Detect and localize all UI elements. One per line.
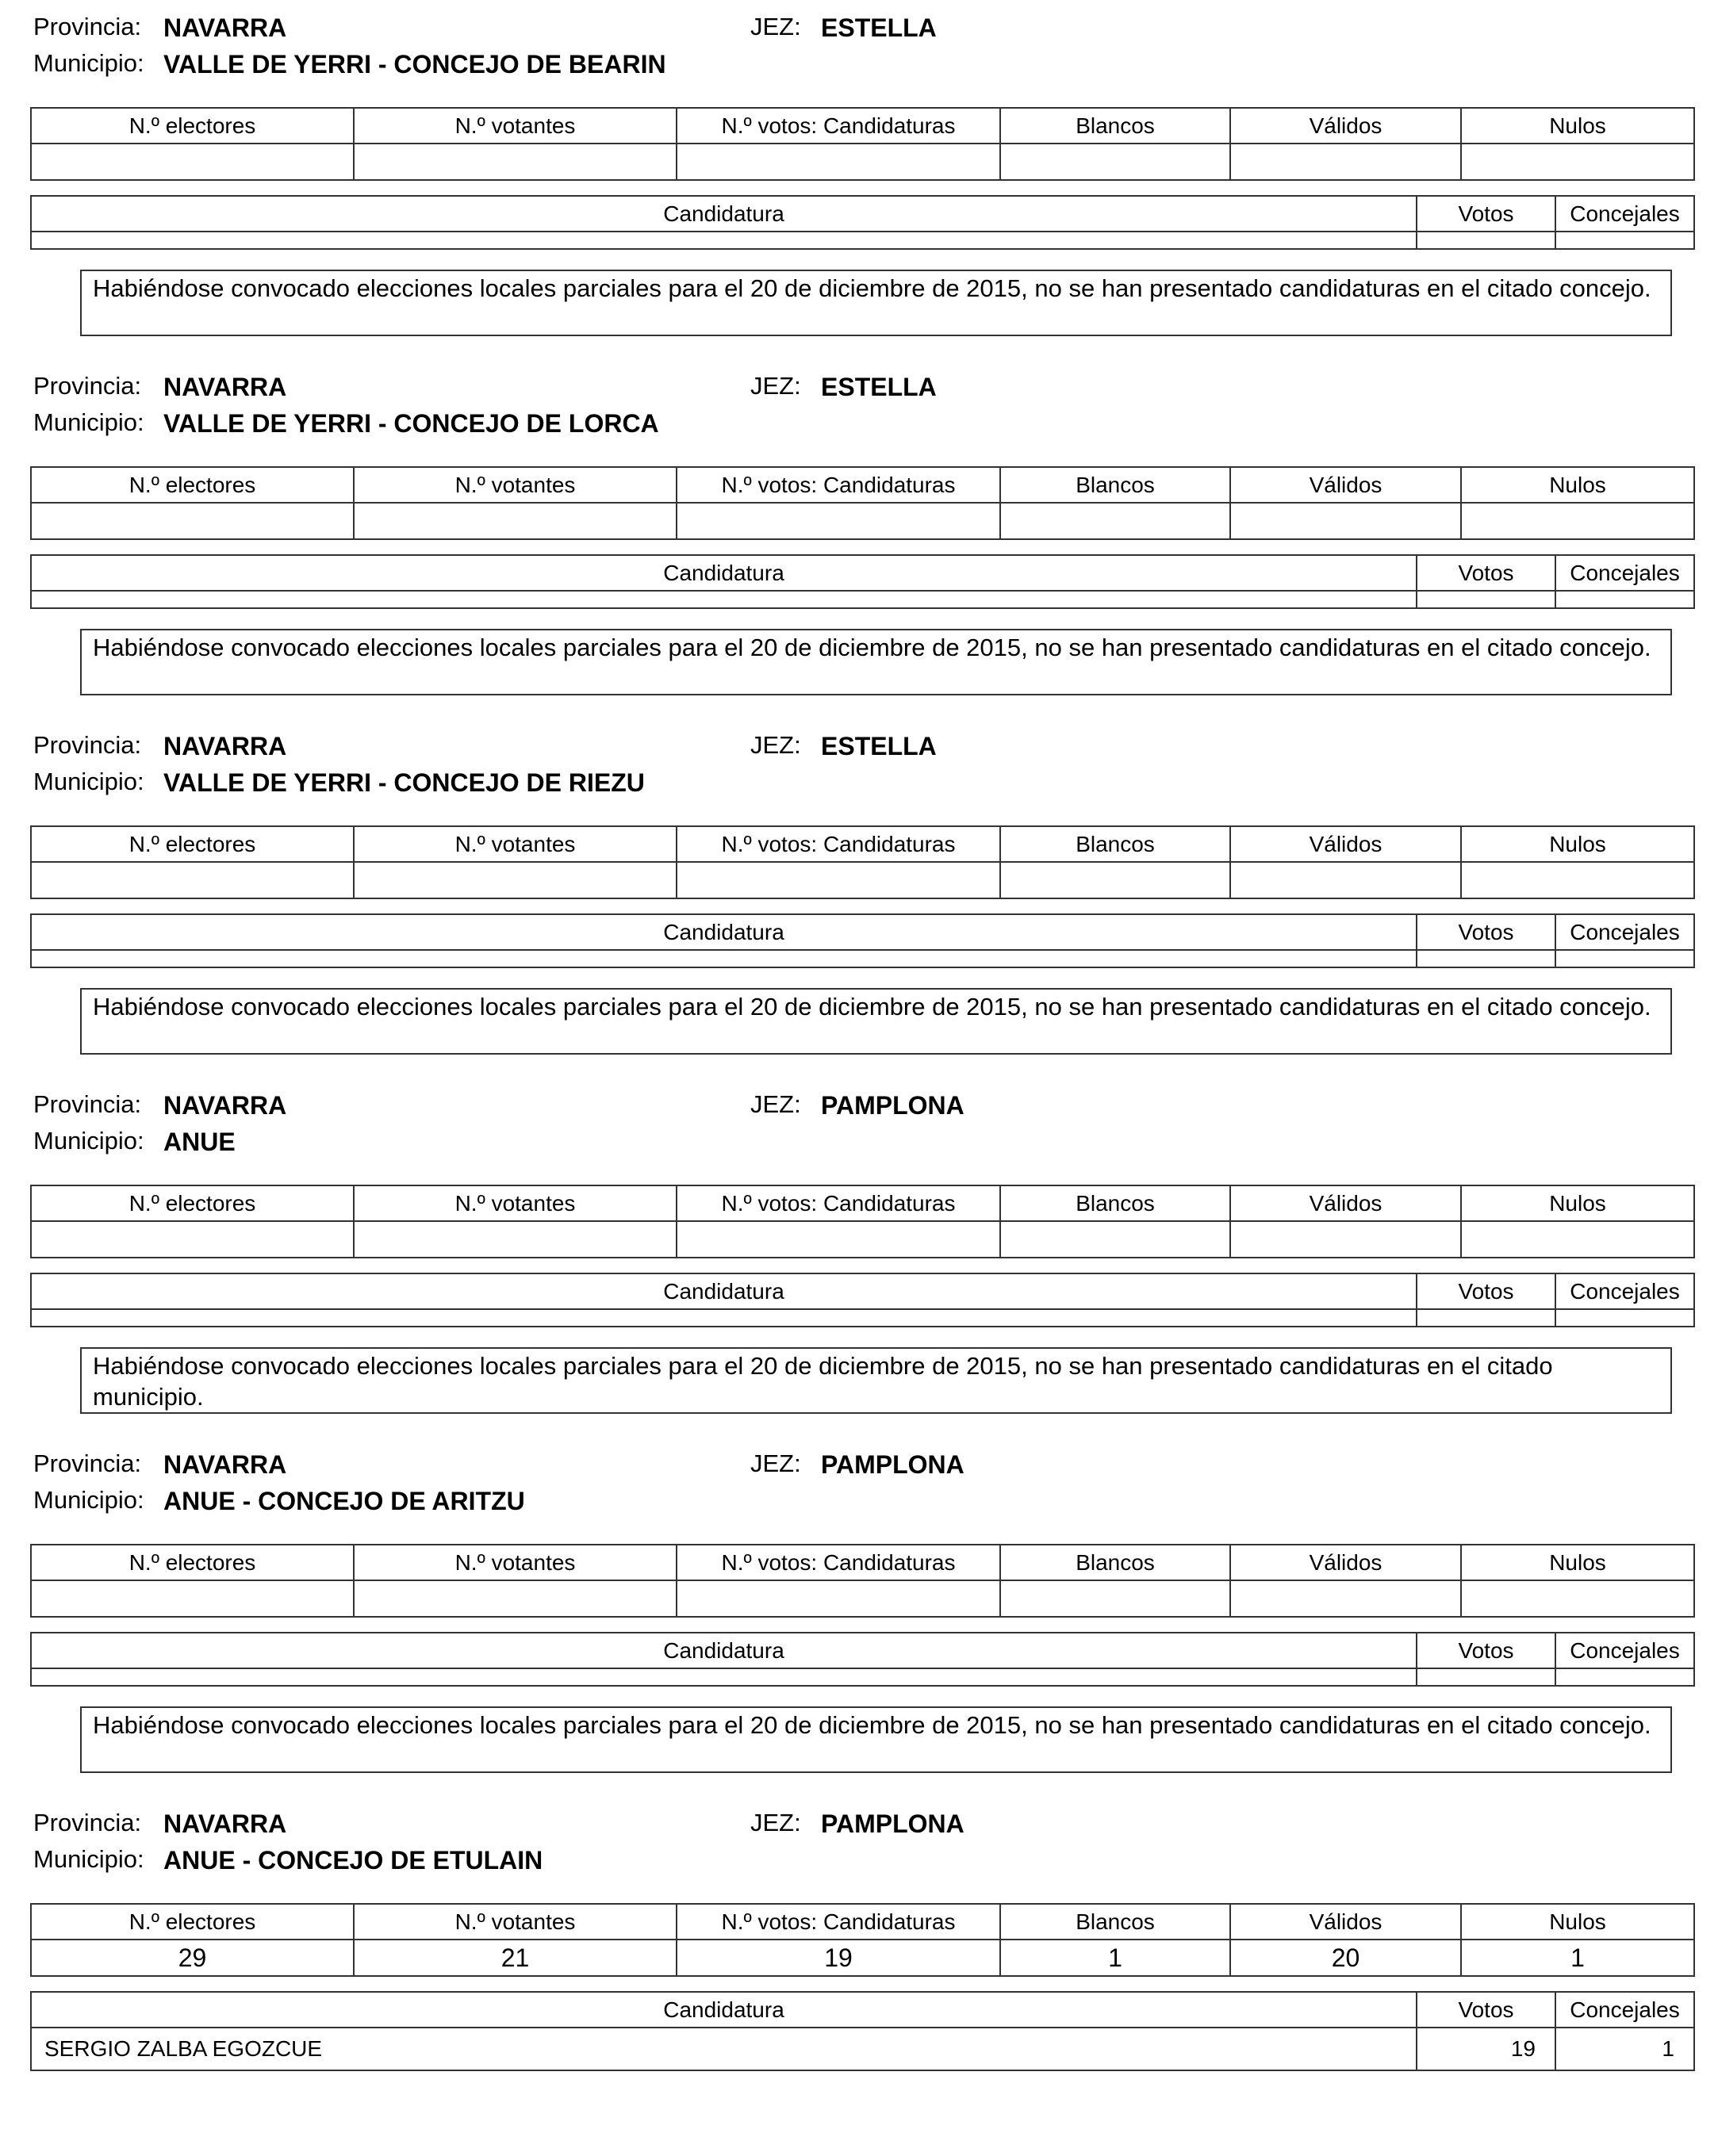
concejales-header: Concejales xyxy=(1555,555,1694,591)
empty-cell xyxy=(1555,950,1694,967)
empty-cell xyxy=(1417,1668,1555,1686)
col-blancos-header: Blancos xyxy=(1000,467,1230,503)
empty-cell xyxy=(1555,232,1694,249)
col-nulos-header: Nulos xyxy=(1461,467,1694,503)
col-votos-candidaturas-header: N.º votos: Candidaturas xyxy=(677,1904,1000,1940)
stats-header-row xyxy=(31,1904,1694,1940)
municipality-block xyxy=(0,359,1718,719)
jez-value: PAMPLONA xyxy=(821,1450,964,1479)
candidates-table xyxy=(30,195,1695,250)
provincia-value: NAVARRA xyxy=(163,1450,287,1479)
empty-cell xyxy=(1417,1309,1555,1327)
notice-box: Habiéndose convocado elecciones locales parciales para el 20 de diciembre de 2015, no se han presentado candidaturas en el citado concejo. xyxy=(80,270,1672,336)
votos-header: Votos xyxy=(1417,555,1555,591)
blancos-value xyxy=(1000,144,1230,180)
col-blancos-header: Blancos xyxy=(1000,1185,1230,1221)
candidates-table xyxy=(30,1991,1695,2071)
blancos-value xyxy=(1000,1221,1230,1258)
municipio-value: VALLE DE YERRI - CONCEJO DE BEARIN xyxy=(163,50,666,79)
notice-box: Habiéndose convocado elecciones locales parciales para el 20 de diciembre de 2015, no se han presentado candidaturas en el citado concejo. xyxy=(80,629,1672,695)
votos-candidaturas-value xyxy=(677,503,1000,539)
provincia-value: NAVARRA xyxy=(163,1809,287,1838)
col-nulos-header: Nulos xyxy=(1461,1904,1694,1940)
stats-table xyxy=(30,1903,1695,1977)
jez-label: JEZ: xyxy=(750,731,801,759)
col-nulos-header: Nulos xyxy=(1461,826,1694,862)
col-blancos-header: Blancos xyxy=(1000,1904,1230,1940)
votantes-value xyxy=(354,503,677,539)
notice-box: Habiéndose convocado elecciones locales parciales para el 20 de diciembre de 2015, no se han presentado candidaturas en el citado concejo. xyxy=(80,988,1672,1055)
municipio-label: Municipio: xyxy=(33,49,144,77)
jez-label: JEZ: xyxy=(750,1809,801,1836)
candidate-name: SERGIO ZALBA EGOZCUE xyxy=(31,2028,1417,2070)
blancos-value xyxy=(1000,1580,1230,1617)
electores-value xyxy=(31,1580,354,1617)
candidates-empty-row xyxy=(31,950,1694,967)
candidates-header-row xyxy=(31,1273,1694,1309)
validos-value xyxy=(1230,144,1461,180)
municipio-value: ANUE xyxy=(163,1128,236,1156)
concejales-header: Concejales xyxy=(1555,1992,1694,2028)
empty-cell xyxy=(1555,1309,1694,1327)
empty-cell xyxy=(1417,591,1555,608)
municipio-label: Municipio: xyxy=(33,1127,144,1155)
empty-cell xyxy=(1417,950,1555,967)
col-validos-header: Válidos xyxy=(1230,826,1461,862)
jez-label: JEZ: xyxy=(750,1449,801,1477)
stats-values-row xyxy=(31,1580,1694,1617)
col-blancos-header: Blancos xyxy=(1000,1545,1230,1580)
stats-header-row xyxy=(31,826,1694,862)
electores-value xyxy=(31,1221,354,1258)
stats-values-row xyxy=(31,1940,1694,1976)
votantes-value: 21 xyxy=(354,1940,677,1976)
votos-header: Votos xyxy=(1417,1992,1555,2028)
stats-table xyxy=(30,1185,1695,1258)
candidatura-header: Candidatura xyxy=(31,196,1417,232)
validos-value: 20 xyxy=(1230,1940,1461,1976)
validos-value xyxy=(1230,1580,1461,1617)
col-votos-candidaturas-header: N.º votos: Candidaturas xyxy=(677,1545,1000,1580)
votos-header: Votos xyxy=(1417,1633,1555,1668)
jez-label: JEZ: xyxy=(750,372,801,400)
provincia-label: Provincia: xyxy=(33,1090,142,1118)
electores-value: 29 xyxy=(31,1940,354,1976)
candidate-concejales: 1 xyxy=(1555,2028,1694,2070)
provincia-label: Provincia: xyxy=(33,1449,142,1477)
col-votos-candidaturas-header: N.º votos: Candidaturas xyxy=(677,467,1000,503)
stats-table xyxy=(30,825,1695,899)
empty-cell xyxy=(31,1668,1417,1686)
electores-value xyxy=(31,503,354,539)
validos-value xyxy=(1230,503,1461,539)
candidatura-header: Candidatura xyxy=(31,555,1417,591)
candidatura-header: Candidatura xyxy=(31,1992,1417,2028)
candidates-header-row xyxy=(31,555,1694,591)
candidates-table xyxy=(30,1632,1695,1687)
votos-header: Votos xyxy=(1417,914,1555,950)
col-nulos-header: Nulos xyxy=(1461,108,1694,144)
col-validos-header: Válidos xyxy=(1230,1185,1461,1221)
provincia-label: Provincia: xyxy=(33,13,142,40)
provincia-label: Provincia: xyxy=(33,731,142,759)
jez-value: ESTELLA xyxy=(821,13,937,42)
candidates-header-row xyxy=(31,1992,1694,2028)
municipio-label: Municipio: xyxy=(33,408,144,436)
col-nulos-header: Nulos xyxy=(1461,1545,1694,1580)
candidatura-header: Candidatura xyxy=(31,914,1417,950)
candidates-empty-row xyxy=(31,232,1694,249)
col-votos-candidaturas-header: N.º votos: Candidaturas xyxy=(677,826,1000,862)
provincia-label: Provincia: xyxy=(33,1809,142,1836)
empty-cell xyxy=(31,591,1417,608)
blancos-value: 1 xyxy=(1000,1940,1230,1976)
col-validos-header: Válidos xyxy=(1230,1545,1461,1580)
col-electores-header: N.º electores xyxy=(31,1904,354,1940)
candidates-table xyxy=(30,1273,1695,1327)
blancos-value xyxy=(1000,862,1230,898)
votantes-value xyxy=(354,862,677,898)
municipality-block xyxy=(0,0,1718,360)
municipio-value: VALLE DE YERRI - CONCEJO DE LORCA xyxy=(163,409,659,438)
jez-label: JEZ: xyxy=(750,13,801,40)
notice-box: Habiéndose convocado elecciones locales parciales para el 20 de diciembre de 2015, no se han presentado candidaturas en el citado municipio. xyxy=(80,1347,1672,1414)
col-votantes-header: N.º votantes xyxy=(354,108,677,144)
municipio-value: ANUE - CONCEJO DE ETULAIN xyxy=(163,1846,543,1875)
col-votos-candidaturas-header: N.º votos: Candidaturas xyxy=(677,108,1000,144)
col-votantes-header: N.º votantes xyxy=(354,1904,677,1940)
col-electores-header: N.º electores xyxy=(31,826,354,862)
jez-value: ESTELLA xyxy=(821,373,937,401)
provincia-value: NAVARRA xyxy=(163,732,287,760)
votos-candidaturas-value xyxy=(677,144,1000,180)
votantes-value xyxy=(354,1580,677,1617)
candidates-empty-row xyxy=(31,1668,1694,1686)
concejales-header: Concejales xyxy=(1555,1633,1694,1668)
votos-header: Votos xyxy=(1417,1273,1555,1309)
col-validos-header: Válidos xyxy=(1230,1904,1461,1940)
nulos-value xyxy=(1461,1580,1694,1617)
electores-value xyxy=(31,862,354,898)
provincia-value: NAVARRA xyxy=(163,373,287,401)
jez-value: PAMPLONA xyxy=(821,1809,964,1838)
col-votantes-header: N.º votantes xyxy=(354,826,677,862)
stats-header-row xyxy=(31,467,1694,503)
candidate-row xyxy=(31,2028,1694,2070)
provincia-label: Provincia: xyxy=(33,372,142,400)
col-votantes-header: N.º votantes xyxy=(354,467,677,503)
votos-header: Votos xyxy=(1417,196,1555,232)
empty-cell xyxy=(1417,232,1555,249)
stats-values-row xyxy=(31,862,1694,898)
candidates-table xyxy=(30,913,1695,968)
candidates-empty-row xyxy=(31,1309,1694,1327)
votantes-value xyxy=(354,144,677,180)
jez-label: JEZ: xyxy=(750,1090,801,1118)
stats-table xyxy=(30,466,1695,540)
municipality-block xyxy=(0,1437,1718,1797)
candidate-votos: 19 xyxy=(1417,2028,1555,2070)
candidates-header-row xyxy=(31,914,1694,950)
stats-header-row xyxy=(31,1185,1694,1221)
candidates-table xyxy=(30,554,1695,609)
validos-value xyxy=(1230,1221,1461,1258)
col-votantes-header: N.º votantes xyxy=(354,1185,677,1221)
municipio-value: VALLE DE YERRI - CONCEJO DE RIEZU xyxy=(163,768,645,797)
nulos-value: 1 xyxy=(1461,1940,1694,1976)
electores-value xyxy=(31,144,354,180)
jez-value: PAMPLONA xyxy=(821,1091,964,1120)
stats-table xyxy=(30,1544,1695,1618)
nulos-value xyxy=(1461,862,1694,898)
blancos-value xyxy=(1000,503,1230,539)
col-blancos-header: Blancos xyxy=(1000,108,1230,144)
votos-candidaturas-value xyxy=(677,1580,1000,1617)
municipio-label: Municipio: xyxy=(33,768,144,795)
votos-candidaturas-value xyxy=(677,1221,1000,1258)
col-electores-header: N.º electores xyxy=(31,1545,354,1580)
candidates-empty-row xyxy=(31,591,1694,608)
votos-candidaturas-value xyxy=(677,862,1000,898)
validos-value xyxy=(1230,862,1461,898)
col-validos-header: Válidos xyxy=(1230,467,1461,503)
empty-cell xyxy=(1555,591,1694,608)
col-electores-header: N.º electores xyxy=(31,1185,354,1221)
provincia-value: NAVARRA xyxy=(163,1091,287,1120)
notice-box: Habiéndose convocado elecciones locales parciales para el 20 de diciembre de 2015, no se han presentado candidaturas en el citado concejo. xyxy=(80,1706,1672,1773)
nulos-value xyxy=(1461,503,1694,539)
nulos-value xyxy=(1461,144,1694,180)
stats-header-row xyxy=(31,108,1694,144)
col-electores-header: N.º electores xyxy=(31,108,354,144)
empty-cell xyxy=(31,232,1417,249)
candidatura-header: Candidatura xyxy=(31,1273,1417,1309)
candidates-header-row xyxy=(31,1633,1694,1668)
nulos-value xyxy=(1461,1221,1694,1258)
stats-values-row xyxy=(31,503,1694,539)
col-validos-header: Válidos xyxy=(1230,108,1461,144)
col-votos-candidaturas-header: N.º votos: Candidaturas xyxy=(677,1185,1000,1221)
empty-cell xyxy=(31,950,1417,967)
col-nulos-header: Nulos xyxy=(1461,1185,1694,1221)
municipio-value: ANUE - CONCEJO DE ARITZU xyxy=(163,1487,525,1515)
stats-header-row xyxy=(31,1545,1694,1580)
municipality-block xyxy=(0,718,1718,1078)
provincia-value: NAVARRA xyxy=(163,13,287,42)
municipality-block xyxy=(0,1078,1718,1438)
candidatura-header: Candidatura xyxy=(31,1633,1417,1668)
municipio-label: Municipio: xyxy=(33,1845,144,1873)
col-blancos-header: Blancos xyxy=(1000,826,1230,862)
votos-candidaturas-value: 19 xyxy=(677,1940,1000,1976)
empty-cell xyxy=(31,1309,1417,1327)
jez-value: ESTELLA xyxy=(821,732,937,760)
stats-values-row xyxy=(31,144,1694,180)
concejales-header: Concejales xyxy=(1555,1273,1694,1309)
municipio-label: Municipio: xyxy=(33,1486,144,1514)
col-votantes-header: N.º votantes xyxy=(354,1545,677,1580)
stats-table xyxy=(30,107,1695,181)
col-electores-header: N.º electores xyxy=(31,467,354,503)
candidates-header-row xyxy=(31,196,1694,232)
concejales-header: Concejales xyxy=(1555,196,1694,232)
municipality-block xyxy=(0,1796,1718,2156)
empty-cell xyxy=(1555,1668,1694,1686)
concejales-header: Concejales xyxy=(1555,914,1694,950)
stats-values-row xyxy=(31,1221,1694,1258)
votantes-value xyxy=(354,1221,677,1258)
